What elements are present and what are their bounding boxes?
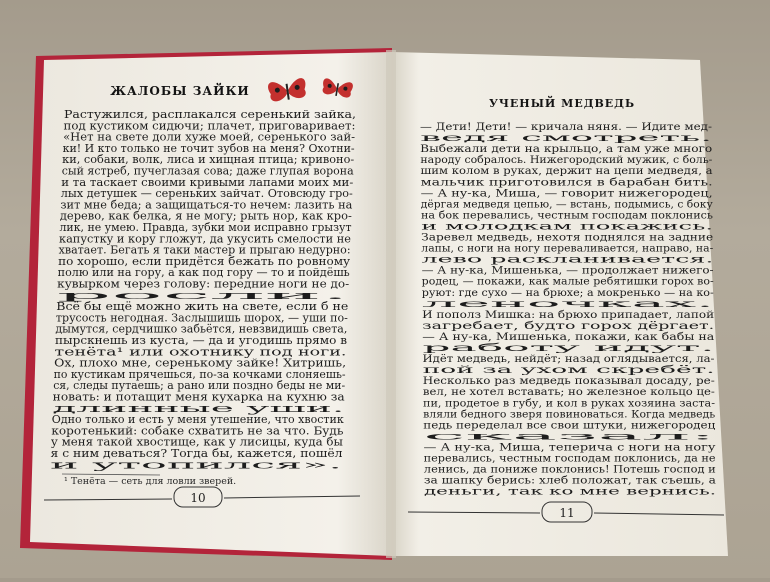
body-text-line: по кустикам прячешься, по-за кочками слоняешь-: [53, 367, 346, 381]
body-text-line: Заревел медведь, нехотя поднялся на задние: [421, 231, 714, 244]
body-text-line: и та таскает своими кривыми лапами моих ми-: [61, 175, 354, 189]
body-text-line: сый ястреб, пучеглазая сова; даже глупая ворона: [61, 164, 355, 178]
body-text-line: пой за ухом скребёт.: [422, 364, 715, 377]
body-text-line: Идёт медведь, нейдёт; назад оглядывается, ла-: [422, 353, 715, 366]
body-text-line: пырскнешь из куста, — да и угодишь прямо в: [55, 334, 347, 347]
body-text-line: за шапку берись: хлеб положат, так съешь, а: [423, 474, 717, 487]
body-text-line: — А ну-ка, Мишенька, покажи, как бабы на: [422, 331, 716, 343]
body-text-line: кувырком через голову: передние ноги не до-: [57, 277, 350, 291]
body-text-line: — А ну-ка, Миша, теперича с ноги на ногу: [423, 441, 717, 454]
body-text-line: перевались, честным господам поклонись, да не: [423, 452, 716, 465]
body-text-line: Ох, плохо мне, серенькому зайке! Хитришь,: [54, 356, 347, 370]
body-text-line: ки, собаки, волк, лиса и хищная птица; кривоно-: [62, 153, 355, 167]
body-text-line: под кустиком сидючи; плачет, приговаривает:: [63, 119, 356, 133]
left-page-number: 10: [190, 491, 206, 505]
right-page-body: [420, 121, 717, 498]
body-text-line: леночках.: [421, 297, 714, 310]
body-text-line: шим колом в руках, держит на цепи медведя, а: [420, 165, 714, 178]
body-text-line: вел, не хотел вставать; но железное кольцо це-: [422, 386, 716, 399]
body-text-line: работу идут.: [422, 342, 715, 354]
left-page-footnote: ¹ Тенёта — сеть для ловли зверей.: [64, 476, 237, 487]
body-text-line: росли.: [56, 288, 349, 302]
body-text-line: трусость негодная. Заслышишь шорох, — уши по-: [55, 311, 349, 325]
body-text-line: Несколько раз медведь показывал досаду, ре-: [422, 375, 716, 388]
body-text-line: вляли бедного зверя повиноваться. Когда медведь: [423, 408, 716, 421]
body-text-line: руют: где сухо — на брюхе; а мокренько — на ко-: [421, 286, 715, 299]
body-text-line: деньги, так ко мне вернись.: [424, 485, 716, 498]
body-text-line: у меня такой хвостище, как у лисицы, куда бы: [50, 435, 344, 449]
body-text-line: народу собралось. Нижегородский мужик, с боль-: [420, 154, 713, 167]
body-text-line: на бок перевались, честным господам поклонись: [421, 209, 714, 222]
left-page-title: ЖАЛОБЫ ЗАЙКИ: [110, 84, 250, 98]
right-page-title: УЧЕНЫЙ МЕДВЕДЬ: [488, 97, 636, 110]
body-text-line: педь переделал все свои штуки, нижегородец: [423, 419, 716, 432]
body-text-line: дерево, как белка, я не могу; рыть нор, как кро-: [59, 209, 353, 223]
body-text-line: тенёта¹ или охотнику под ноги.: [54, 345, 347, 359]
body-text-line: мальчик приготовился в барабан бить.: [420, 176, 713, 189]
body-text-line: — А ну-ка, Миша, — говорит нижегородец,: [420, 187, 713, 200]
right-page-number: 11: [559, 506, 575, 520]
body-text-line: коротенький: собаке схватить не за что. Будь: [51, 424, 344, 438]
body-text-line: родец, — покажи, как малые ребятишки горох во-: [421, 275, 715, 288]
body-text-line: полю или на гору, а как под гору — то и пойдёшь: [57, 266, 350, 280]
body-text-line: зит мне беда; а защищаться-то нечем: лазить на: [60, 198, 353, 212]
body-text-line: дёргая медведя цепью, — встань, подымись, с боку: [420, 198, 714, 211]
body-text-line: лик, не умею. Правда, зубки мои исправно грызут: [59, 221, 352, 234]
body-text-line: я с ним деваться? Тогда бы, кажется, пошёл: [50, 447, 343, 460]
book-spine: [386, 50, 396, 558]
body-text-line: дымутся, сердчишко забьётся, невзвидишь света,: [55, 322, 348, 336]
body-text-line: пи, продетое в губу, и кол в руках хозяина заста-: [423, 397, 716, 410]
body-text-line: — А ну-ка, Мишенька, — продолжает нижего-: [421, 264, 715, 277]
body-text-line: Всё бы ещё можно жить на свете, если б не: [56, 300, 349, 314]
body-text-line: «Нет на свете доли хуже моей, серенького зай-: [63, 130, 356, 144]
body-text-line: по хорошо, если придётся бежать по ровному: [58, 254, 351, 268]
body-text-line: капустку и кору гложут, да укусить смелости не: [59, 232, 351, 246]
body-text-line: Одно только и есть у меня утешение, что хвостик: [51, 413, 344, 427]
body-text-line: и утопился».: [50, 458, 342, 472]
body-text-line: лых детушек — серeньких зайчат. Отовсюду гро-: [60, 187, 354, 201]
body-text-line: ведя смотреть.: [420, 132, 713, 145]
body-text-line: лапы, с ноги на ногу переваливается, направо, на-: [421, 242, 714, 255]
body-text-line: загребает, будто горох дёргает.: [422, 319, 715, 332]
body-text-line: Выбежали дети на крыльцо, а там уже много: [420, 143, 713, 156]
body-text-line: сказал:: [423, 430, 716, 443]
body-text-line: хватает. Бегать я таки мастер и прыгаю недурно:: [58, 243, 351, 257]
body-text-line: Растужился, расплакался серенький зайка,: [64, 108, 356, 121]
body-text-line: лево раскланивается.: [421, 253, 714, 266]
left-page-body: [50, 108, 356, 471]
body-text-line: И пополз Мишка: на брюхо припадает, лапой: [422, 308, 715, 321]
body-text-line: и молодкам покажись.: [421, 220, 714, 233]
body-text-line: ленись, да пониже поклонись! Потешь господ и: [423, 463, 716, 476]
body-text-line: длинные уши.: [52, 401, 345, 415]
body-text-line: ся, следы путаешь; а рано или поздно беды не ми-: [53, 379, 346, 393]
body-text-line: новать: и потащит меня кухарка на кухню за: [52, 390, 346, 404]
body-text-line: ки! И кто только не точит зубов на меня? Охотни-: [62, 141, 355, 155]
body-text-line: — Дети! Дети! — кричала няня. — Идите мед-: [420, 121, 713, 133]
